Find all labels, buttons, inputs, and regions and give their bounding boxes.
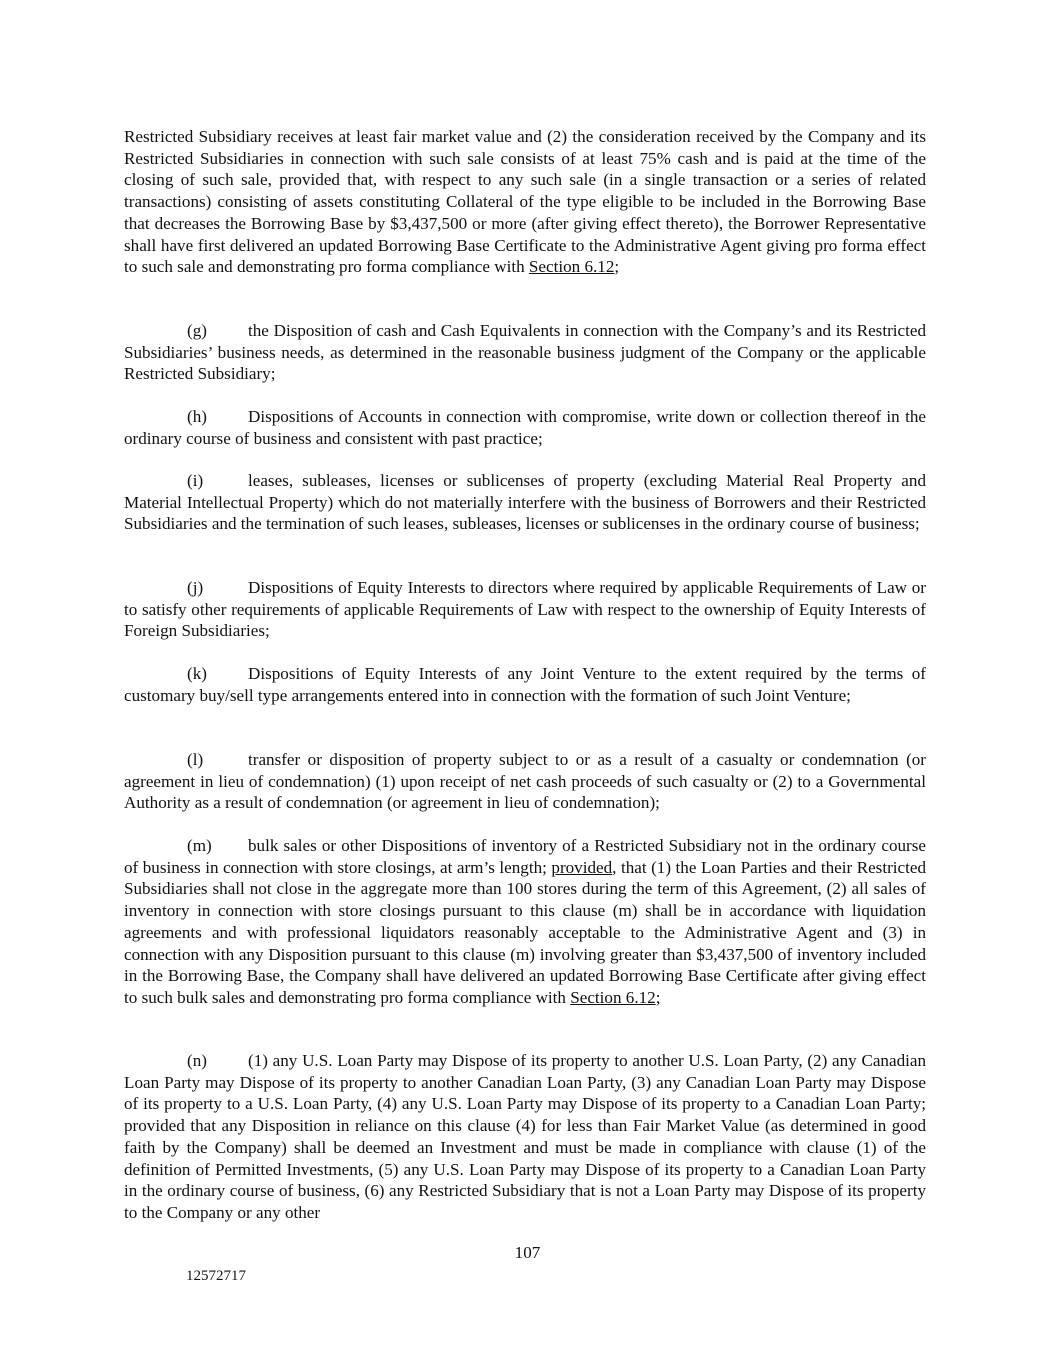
paragraph-h — [124, 406, 926, 449]
page-number: 107 — [514, 1243, 541, 1262]
clause-label-i: (i) — [187, 471, 204, 490]
clause-label-k: (k) — [187, 664, 207, 683]
clause-text-n: (1) any U.S. Loan Party may Dispose of its property to another U.S. Loan Party, (2) any Canadian Loan Party may Dispose of its property to another Canadian Loan Party, (3) any Canadian Loan Party may Dispose of its property to a U.S. Loan Party, (4) any U.S. Loan Party may Dispose of its property to a Canadian Loan Party; provided that any Disposition in reliance on this clause (4) for less than Fair Market Value (as determined in good faith by the Company) shall be deemed an Investment and must be made in compliance with clause (1) of the definition of Permitted Investments, (5) any U.S. Loan Party may Dispose of its property to a Canadian Loan Party in the ordinary course of business, (6) any Restricted Subsidiary that is not a Loan Party may Dispose of its property to the Company or any other — [124, 1051, 926, 1222]
paragraph-i — [124, 470, 926, 535]
clause-text-k: Dispositions of Equity Interests of any Joint Venture to the extent required by the terms of customary buy/sell type arrangements entered into in connection with the formation of such Joint Venture; — [124, 664, 926, 705]
clause-text-i: leases, subleases, licenses or sublicenses of property (excluding Material Real Property and Material Intellectual Property) which do not materially interfere with the business of Borrowers and their Restricted Subsidiaries and the termination of such leases, subleases, licenses or sublicenses in the ordinary course of business; — [124, 471, 926, 534]
clause-text-m-middle: , that (1) the Loan Parties and their Restricted Subsidiaries shall not close in the aggregate more than 100 stores during the term of this Agreement, (2) all sales of inventory in connection with store closings pursuant to this clause (m) shall be in accordance with liquidation agreements and with professional liquidators reasonably acceptable to the Administrative Agent and (3) in connection with any Disposition pursuant to this clause (m) involving greater than $3,437,500 of inventory included in the Borrowing Base, the Company shall have delivered an updated Borrowing Base Certificate after giving effect to such bulk sales and demonstrating pro forma compliance with — [124, 857, 926, 1007]
clause-label-h: (h) — [187, 407, 207, 426]
section-reference-link: Section 6.12 — [528, 257, 615, 277]
paragraph-g — [124, 320, 926, 385]
clause-label-m: (m) — [187, 836, 212, 855]
paragraph-m — [124, 835, 926, 1009]
paragraph-j — [124, 577, 926, 642]
paragraph-f-continued — [124, 126, 926, 278]
paragraph-n — [124, 1050, 926, 1224]
clause-text-j: Dispositions of Equity Interests to directors where required by applicable Requirements of Law or to satisfy other requirements of applicable Requirements of Law with respect to the ownership of Equity Interests of Foreign Subsidiaries; — [124, 578, 926, 641]
clause-text-l: transfer or disposition of property subject to or as a result of a casualty or condemnation (or agreement in lieu of condemnation) (1) upon receipt of net cash proceeds of such casualty or (2) to a Governmental Authority as a result of condemnation (or agreement in lieu of condemnation); — [124, 750, 926, 813]
paragraph-l — [124, 749, 926, 814]
clause-text-h: Dispositions of Accounts in connection with compromise, write down or collection thereof in the ordinary course of business and consistent with past practice; — [124, 407, 926, 448]
section-reference-link: Section 6.12 — [570, 987, 656, 1007]
clause-text-m-start: bulk sales or other Dispositions of inventory of a Restricted Subsidiary not in the ordinary course of business in connection with store closings, at arm’s length; — [124, 836, 926, 877]
clause-text-m-end: ; — [655, 987, 661, 1007]
paragraph-k — [124, 663, 926, 706]
clause-label-j: (j) — [187, 578, 204, 597]
clause-text-g: the Disposition of cash and Cash Equivalents in connection with the Company’s and its Restricted Subsidiaries’ business needs, as determined in the reasonable business judgment of the Company or the applicable Restricted Subsidiary; — [124, 321, 926, 384]
clause-label-g: (g) — [187, 321, 207, 340]
document-id: 12572717 — [186, 1268, 246, 1284]
paragraph-f-text-end: ; — [614, 257, 620, 277]
clause-label-l: (l) — [187, 750, 204, 769]
provided-term: provided — [551, 857, 613, 877]
paragraph-f-text-start: Restricted Subsidiary receives at least fair market value and (2) the consideration received by the Company and its Restricted Subsidiaries in connection with such sale consists of at least 75% cash and is paid at the time of the closing of such sale, provided that, with respect to any such sale (in a single transaction or a series of related transactions) consisting of assets constituting Collateral of the type eligible to be included in the Borrowing Base that decreases the Borrowing Base by $3,437,500 or more (after giving effect thereto), the Borrower Representative shall have first delivered an updated Borrowing Base Certificate to the Administrative Agent giving pro forma effect to such sale and demonstrating pro forma compliance with — [124, 127, 926, 277]
clause-label-n: (n) — [187, 1051, 207, 1070]
